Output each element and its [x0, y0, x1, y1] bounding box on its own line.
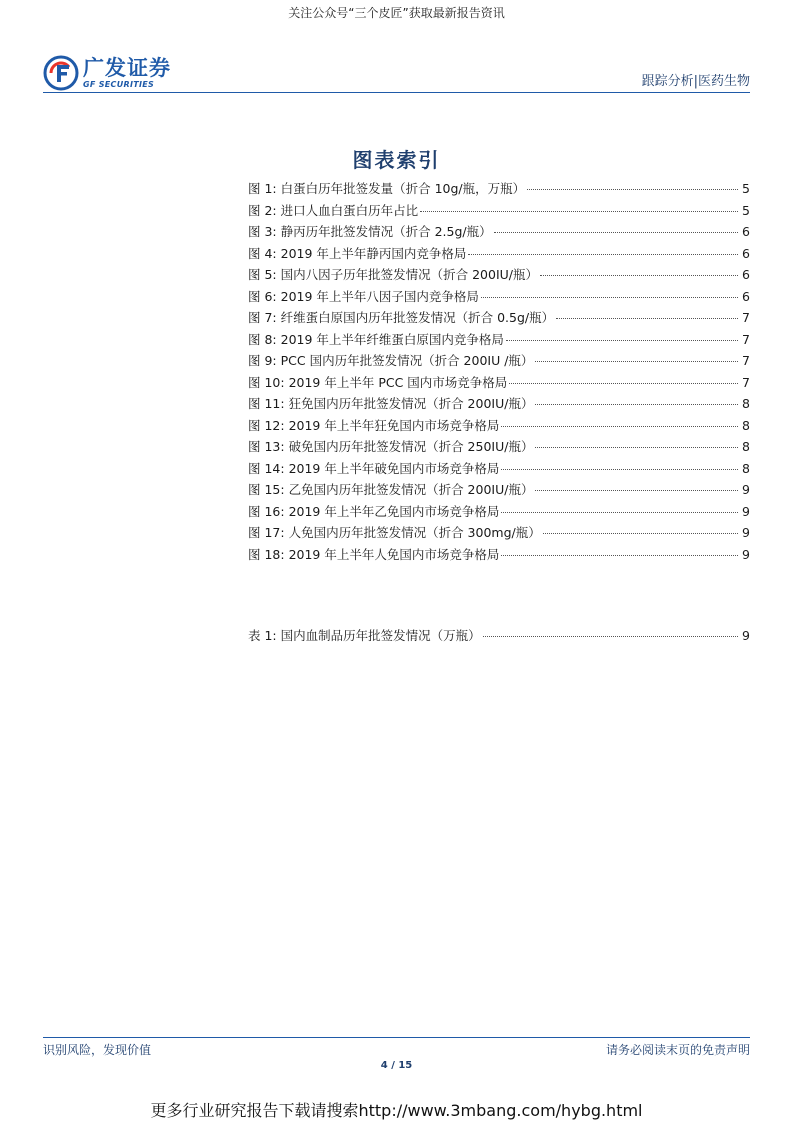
- toc-entry-page: 9: [742, 525, 750, 540]
- table-index-list: [248, 626, 750, 648]
- toc-entry-page: 8: [742, 417, 750, 433]
- toc-entry-label: 图 17: 人免国内历年批签发情况（折合 300mg/瓶）: [248, 525, 541, 540]
- dot-leader: [494, 232, 738, 233]
- toc-entry-label: 图 3: 静丙历年批签发情况（折合 2.5g/瓶）: [248, 224, 492, 239]
- top-note: 关注公众号“三个皮匠”获取最新报告资讯: [288, 6, 505, 20]
- footer-disclaimer: 请务必阅读末页的免责声明: [605, 1043, 750, 1057]
- toc-entry-page: 5: [742, 202, 750, 218]
- dot-leader: [501, 426, 738, 427]
- toc-entry-page: 9: [742, 546, 750, 562]
- toc-entry-page: 8: [742, 396, 750, 411]
- figure-index-entry[interactable]: [248, 222, 750, 244]
- figure-index-entry[interactable]: [248, 394, 750, 416]
- toc-entry-page: 6: [742, 224, 750, 239]
- figure-index-entry[interactable]: [248, 459, 750, 481]
- toc-entry-label: 图 4: 2019 年上半年静丙国内竞争格局: [248, 245, 467, 261]
- gf-logo-icon: [43, 55, 79, 91]
- figure-index-entry[interactable]: [248, 437, 750, 459]
- toc-entry-page: 6: [742, 245, 750, 261]
- brand-name-en: GF SECURITIES: [83, 79, 155, 89]
- header-divider: [43, 92, 750, 93]
- dot-leader: [535, 404, 738, 405]
- figure-index-entry[interactable]: [248, 265, 750, 287]
- toc-entry-page: 6: [742, 267, 750, 282]
- figure-index-entry[interactable]: [248, 201, 750, 223]
- toc-entry-page: 7: [742, 353, 750, 368]
- toc-entry-page: 5: [742, 181, 750, 196]
- toc-entry-label: 图 8: 2019 年上半年纤维蛋白原国内竞争格局: [248, 331, 504, 347]
- dot-leader: [468, 254, 738, 255]
- toc-entry-label: 图 5: 国内八因子历年批签发情况（折合 200IU/瓶）: [248, 267, 538, 282]
- dot-leader: [506, 340, 738, 341]
- dot-leader: [535, 490, 738, 491]
- toc-entry-label: 图 7: 纤维蛋白原国内历年批签发情况（折合 0.5g/瓶）: [248, 310, 555, 325]
- dot-leader: [501, 512, 738, 513]
- toc-entry-label: 图 2: 进口人血白蛋白历年占比: [248, 202, 419, 218]
- toc-entry-page: 8: [742, 439, 750, 454]
- toc-entry-label: 图 15: 乙免国内历年批签发情况（折合 200IU/瓶）: [248, 482, 534, 497]
- dot-leader: [483, 636, 738, 637]
- toc-entry-label: 图 14: 2019 年上半年破免国内市场竞争格局: [248, 460, 500, 476]
- figure-index-entry[interactable]: [248, 179, 750, 201]
- figure-index-entry[interactable]: [248, 523, 750, 545]
- toc-entry-label: 图 10: 2019 年上半年 PCC 国内市场竞争格局: [248, 374, 508, 390]
- dot-leader: [501, 469, 738, 470]
- toc-entry-label: 图 9: PCC 国内历年批签发情况（折合 200IU /瓶）: [248, 353, 534, 368]
- figure-index-entry[interactable]: [248, 373, 750, 395]
- page-header: [43, 52, 750, 94]
- download-notice: 更多行业研究报告下载请搜索http://www.3mbang.com/hybg.html: [150, 1101, 643, 1120]
- figure-index-entry[interactable]: [248, 416, 750, 438]
- toc-title: 图表索引: [352, 148, 441, 172]
- toc-entry-page: 7: [742, 331, 750, 347]
- figure-index-entry[interactable]: [248, 480, 750, 502]
- toc-entry-page: 8: [742, 460, 750, 476]
- figure-index-entry[interactable]: [248, 502, 750, 524]
- company-logo: [43, 55, 171, 91]
- toc-entry-page: 6: [742, 288, 750, 304]
- dot-leader: [501, 555, 738, 556]
- toc-entry-label: 图 12: 2019 年上半年狂免国内市场竞争格局: [248, 417, 500, 433]
- footer-slogan: 识别风险，发现价值: [43, 1043, 152, 1057]
- toc-entry-page: 9: [742, 503, 750, 519]
- figure-index-entry[interactable]: [248, 330, 750, 352]
- dot-leader: [556, 318, 738, 319]
- page-number: 4 / 15: [380, 1060, 413, 1071]
- dot-leader: [543, 533, 738, 534]
- footer-divider: [43, 1037, 750, 1038]
- toc-entry-label: 图 6: 2019 年上半年八因子国内竞争格局: [248, 288, 479, 304]
- toc-entry-label: 图 1: 白蛋白历年批签发量（折合 10g/瓶，万瓶）: [248, 181, 526, 196]
- figure-index-entry[interactable]: [248, 351, 750, 373]
- toc-entry-label: 图 16: 2019 年上半年乙免国内市场竞争格局: [248, 503, 500, 519]
- figure-index-entry[interactable]: [248, 287, 750, 309]
- brand-name-cn: 广发证券: [83, 55, 171, 80]
- toc-entry-label: 表 1: 国内血制品历年批签发情况（万瓶）: [248, 628, 481, 643]
- dot-leader: [535, 447, 738, 448]
- figure-index-list: [248, 179, 750, 566]
- report-category: 跟踪分析|医药生物: [641, 74, 750, 89]
- toc-entry-page: 7: [742, 374, 750, 390]
- figure-index-entry[interactable]: [248, 244, 750, 266]
- toc-entry-page: 9: [742, 482, 750, 497]
- figure-index-entry[interactable]: [248, 308, 750, 330]
- toc-entry-label: 图 18: 2019 年上半年人免国内市场竞争格局: [248, 546, 500, 562]
- dot-leader: [481, 297, 738, 298]
- dot-leader: [535, 361, 738, 362]
- dot-leader: [509, 383, 738, 384]
- dot-leader: [540, 275, 738, 276]
- toc-entry-page: 9: [742, 628, 750, 643]
- table-index-entry[interactable]: [248, 626, 750, 648]
- dot-leader: [420, 211, 738, 212]
- toc-entry-label: 图 11: 狂免国内历年批签发情况（折合 200IU/瓶）: [248, 396, 534, 411]
- dot-leader: [527, 189, 738, 190]
- toc-entry-label: 图 13: 破免国内历年批签发情况（折合 250IU/瓶）: [248, 439, 534, 454]
- figure-index-entry[interactable]: [248, 545, 750, 567]
- toc-entry-page: 7: [742, 310, 750, 325]
